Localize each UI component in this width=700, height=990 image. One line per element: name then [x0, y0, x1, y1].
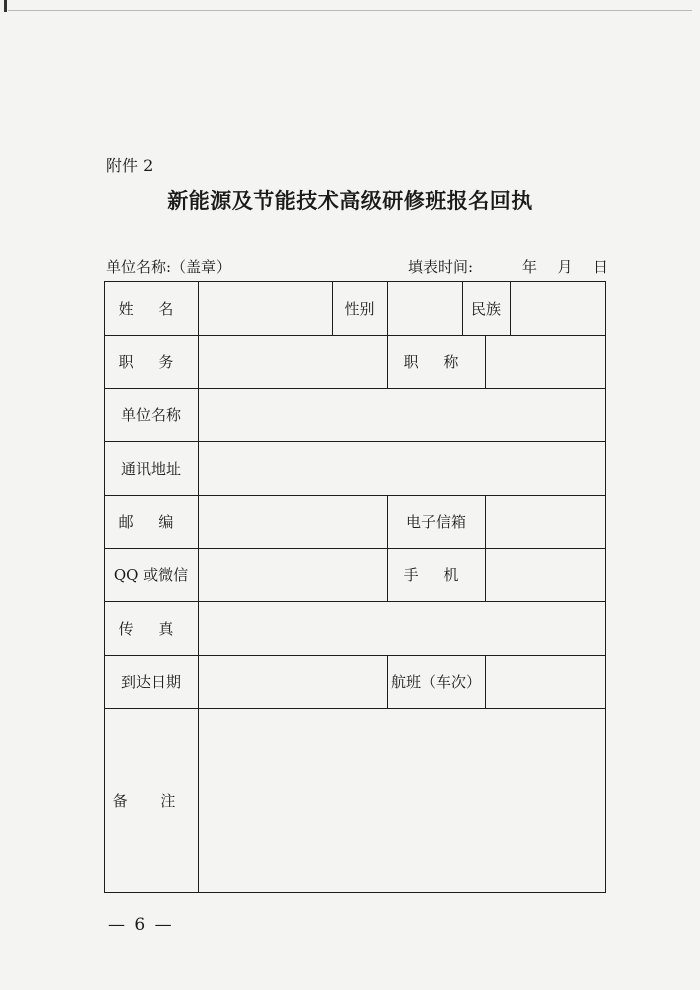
qq-wechat-label: QQ 或微信 — [113, 566, 189, 584]
mobile-label: 手 机 — [403, 566, 469, 584]
fax-label: 传 真 — [118, 619, 184, 638]
ethnicity-label: 民族 — [470, 299, 501, 318]
page-number: — 6 — — [108, 915, 174, 935]
flight-train-label: 航班（车次） — [390, 673, 481, 691]
col-divider — [198, 281, 199, 893]
gender-label: 性别 — [344, 299, 375, 318]
fill-date — [522, 256, 608, 277]
day-label: 日 — [592, 258, 608, 276]
fill-time-label: 填表时间: — [408, 258, 474, 276]
col-divider — [485, 495, 486, 548]
col-divider — [485, 655, 486, 708]
email-label: 电子信箱 — [405, 513, 466, 531]
unit-stamp-label: 单位名称:（盖章） — [106, 258, 232, 276]
col-divider — [485, 548, 486, 601]
month-label: 月 — [557, 258, 573, 276]
address-label: 通讯地址 — [120, 459, 181, 478]
attachment-label: 附件 2 — [106, 156, 154, 175]
remarks-label: 备 注 — [112, 792, 190, 810]
col-divider — [510, 281, 511, 335]
position-label: 职 务 — [118, 353, 184, 371]
col-divider — [485, 335, 486, 388]
name-label: 姓 名 — [118, 299, 184, 318]
page-title: 新能源及节能技术高级研修班报名回执 — [167, 188, 533, 213]
arrival-date-label: 到达日期 — [120, 673, 181, 691]
top-rule — [8, 10, 692, 11]
year-label: 年 — [522, 258, 538, 276]
postcode-label: 邮 编 — [118, 513, 184, 531]
title-label: 职 称 — [403, 353, 469, 371]
unit-name-label: 单位名称 — [120, 406, 181, 424]
corner-mark — [4, 0, 7, 12]
col-divider — [387, 281, 388, 335]
